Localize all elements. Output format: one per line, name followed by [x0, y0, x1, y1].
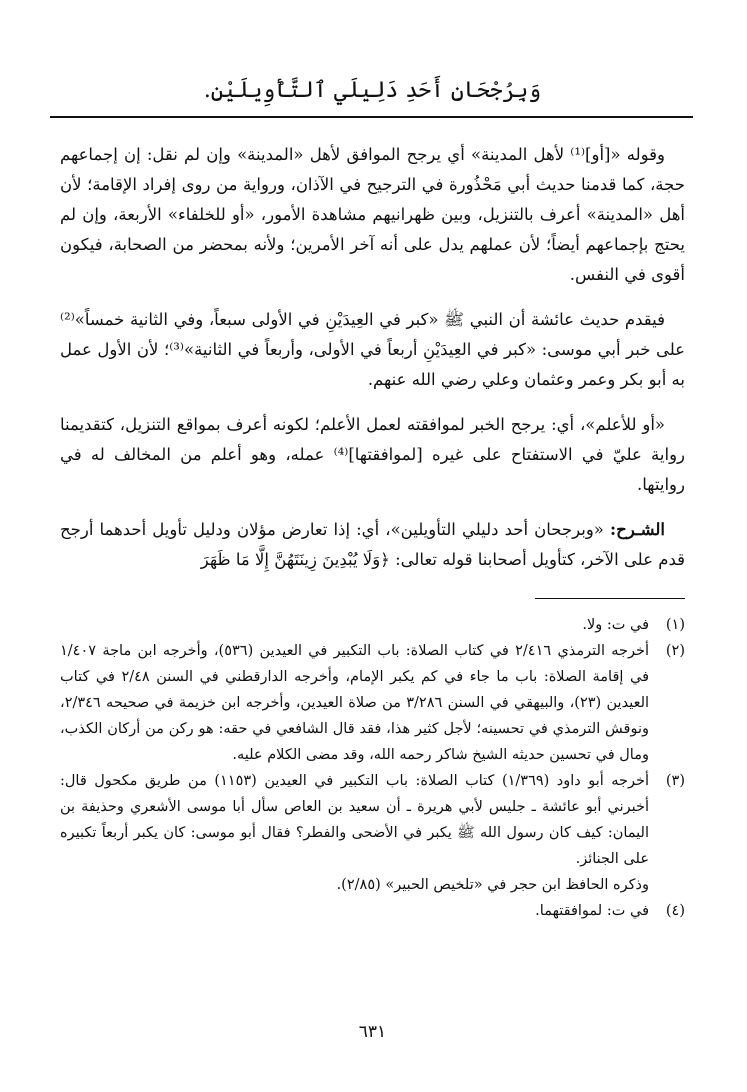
footnote-text — [60, 638, 649, 768]
footnote-4 — [60, 898, 685, 924]
footnote-text — [60, 898, 649, 924]
footnote-line: في ت: لموافقتهما. — [535, 903, 649, 919]
footnote-text — [60, 768, 649, 898]
paragraph-4 — [60, 515, 685, 575]
footnote-line: في ت: ولا. — [582, 617, 649, 633]
footnote-1 — [60, 612, 685, 638]
footnote-number: (١) — [665, 617, 685, 633]
footnote-line: أخرجه أبو داود (١/٣٦٩) كتاب الصلاة: باب التكبير في العيدين (١١٥٣) من طريق مكحول قال: أخبرني أبو عائشة ـ جليس لأبي هريرة ـ أن سعيد بن العاص سأل أبا موسى الأشعري وحذيفة بن اليمان: كيف كان رسول الله ﷺ يكبر في الأضحى والفطر؟ فقال أبو موسى: كان يكبر أربعاً تكبيره على الجنائز. — [60, 773, 650, 867]
footnote-line: أخرجه الترمذي ٢/٤١٦ في كتاب الصلاة: باب التكبير في العيدين (٥٣٦)، وأخرجه ابن ماجة ١/٤٠٧ في إقامة الصلاة: باب ما جاء في كم يكبر الإمام، وأخرجه الدارقطني في السنن ٢/٤٨ في كتاب العيدين (٢٣)، والبيهقي في السنن ٣/٢٨٦ من صلاة العيدين، وأخرجه ابن خزيمة في صحيحه ٢/٣٤٦، ونوقش الترمذي في تحسينه؛ لأجل كثير هذا، فقد قال الشافعي في حقه: هو ركن من أركان الكذب، ومال في تحسين حديثه الشيخ شاكر رحمه الله، وقد مضى الكلام عليه. — [60, 643, 650, 763]
paragraph-2: فيقدم حديث عائشة أن النبي ﷺ «كبر في العِيدَيْنِ في الأولى سبعاً، وفي الثانية خمساً»⁽²⁾ على خبر أبي موسى: «كبر في العِيدَيْنِ أربعاً في الأولى، وأربعاً في الثانية»⁽³⁾؛ لأن الأول عمل به أبو بكر وعمر وعثمان وعلي رضي الله عنهم. — [60, 310, 686, 389]
footnote-line: وذكره الحافظ ابن حجر في «تلخيص الحبير» (٢/٨٥). — [336, 877, 649, 893]
footnote-number: (٢) — [665, 643, 685, 659]
book-page — [60, 0, 685, 1092]
paragraph-4-text: «وبرجحان أحد دليلي التأويلين»، أي: إذا تعارض مؤلان ودليل تأويل أحدهما أرجح قدم على الآخر، كتأويل أصحابنا قوله تعالى: ﴿وَلَا يُبْدِينَ زِينَتَهُنَّ إِلَّا مَا ظَهَرَ — [60, 520, 685, 569]
sharh-label: الشـرح: — [609, 520, 665, 539]
footnote-number: (٤) — [665, 903, 685, 919]
running-head: وَبِرُجْحَانِ أَحَدِ دَلِيلَي ٱلتَّأْوِيلَيْنِ. — [203, 78, 542, 103]
footnote-3 — [60, 768, 685, 898]
main-text — [60, 140, 685, 575]
page-number: ٦٣١ — [358, 1022, 387, 1042]
footnote-text — [60, 612, 649, 638]
footnote-number: (٣) — [665, 773, 685, 789]
footnote-separator — [535, 598, 685, 599]
header-rule — [50, 116, 693, 118]
paragraph-1: وقوله «[أو]⁽¹⁾ لأهل المدينة» أي يرجح الموافق لأهل «المدينة» وإن لم نقل: إن إجماعهم حجة، كما قدمنا حديث أبي مَحْذُورة في الترجيح في الآذان، ورواية من روى إفراد الإقامة؛ لأن أهل «المدينة» أعرف بالتنزيل، وبين ظهرانيهم مشاهدة الأمور، «أو للخلفاء» الأربعة، وإن لم يحتج بإجماعهم أيضاً؛ لأن عملهم يدل على أنه آخر الأمرين؛ ولأنه بمحضر من الصحابة، فيكون أقوى في النفس. — [60, 145, 685, 284]
footnotes — [60, 612, 685, 924]
footnote-2 — [60, 638, 685, 768]
paragraph-3: «أو للأعلم»، أي: يرجح الخبر لموافقته لعمل الأعلم؛ لكونه أعرف بمواقع التنزيل، كتقديمنا رواية عليّ في الاستفتاح على غيره [لموافقتها]⁽⁴⁾ عمله، وهو أعلم من المخالف له في روايتها. — [60, 415, 686, 494]
